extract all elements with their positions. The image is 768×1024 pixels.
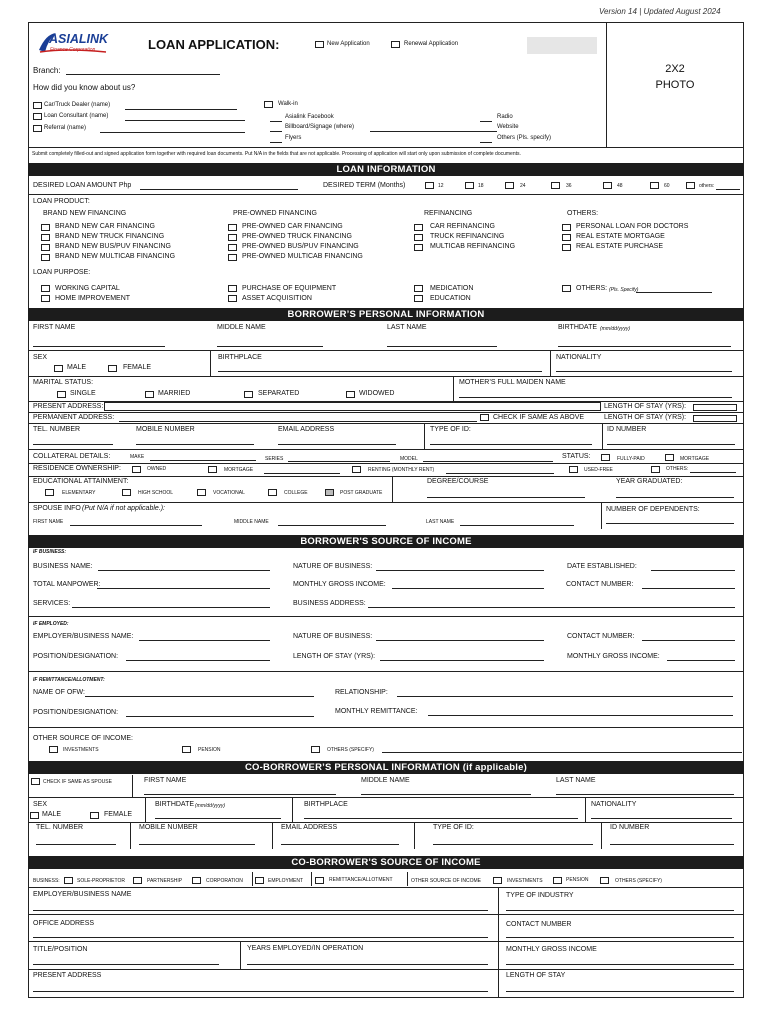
renewal-application-label: Renewal Application: [404, 41, 459, 47]
birthdate-field[interactable]: [558, 346, 731, 347]
cob-years-label: YEARS EMPLOYED/IN OPERATION: [247, 945, 364, 952]
purpose-others: OTHERS:: [576, 285, 608, 292]
source-billboard: Billboard/Signage (where): [285, 124, 355, 130]
female-label: FEMALE: [123, 364, 152, 371]
tel-field[interactable]: [33, 444, 113, 445]
permanent-address-label: PERMANENT ADDRESS:: [33, 414, 115, 421]
services-label: SERVICES:: [33, 600, 71, 607]
term-48-checkbox[interactable]: [603, 182, 612, 189]
income-others-label: OTHERS (SPECIFY): [327, 747, 374, 753]
term-60: 60: [664, 183, 670, 189]
photo-label: 2X2: [665, 63, 685, 75]
nature2-label: NATURE OF BUSINESS:: [293, 633, 373, 640]
term-48: 48: [617, 183, 623, 189]
middle-name-field[interactable]: [217, 346, 323, 347]
cob-industry-label: TYPE OF INDUSTRY: [506, 892, 574, 899]
cob-email-label: EMAIL ADDRESS: [281, 824, 338, 831]
date-est-label: DATE ESTABLISHED:: [567, 563, 637, 570]
degree-field[interactable]: [427, 497, 585, 498]
term-18: 18: [478, 183, 484, 189]
gross-label: MONTHLY GROSS INCOME:: [293, 581, 386, 588]
term-36: 36: [566, 183, 572, 189]
male-label: MALE: [67, 364, 87, 371]
college-label: COLLEGE: [284, 490, 308, 496]
purpose-others-specify: (Pls. Specify): [609, 287, 639, 293]
if-remittance-label: IF REMITTANCE/ALLOTMENT:: [33, 677, 105, 683]
cob-remit-label: REMITTANCE/ALLOTMENT: [329, 877, 393, 883]
los-present-label: LENGTH OF STAY (YRS):: [604, 403, 687, 410]
owned-label: OWNED: [147, 466, 167, 472]
submission-note: Submit completely filled-out and signed application form together with required loan documents. Put N/A in the fields that are not applicable. Processing of application will start only upon submission of complete documents.: [32, 151, 521, 157]
female-checkbox[interactable]: [108, 365, 117, 372]
middle-name-label: MIDDLE NAME: [217, 324, 266, 331]
series-label: SERIES: [265, 456, 284, 462]
fully-paid-label: FULLY-PAID: [617, 456, 645, 462]
office-use-box: [527, 37, 597, 54]
rf-car: CAR REFINANCING: [430, 223, 495, 230]
cob-female-label: FEMALE: [104, 811, 133, 818]
cob-last-label: LAST NAME: [556, 777, 596, 784]
bn-truck: BRAND NEW TRUCK FINANCING: [55, 233, 165, 240]
cob-employment-label: EMPLOYMENT: [268, 878, 304, 884]
bn-car: BRAND NEW CAR FINANCING: [55, 223, 155, 230]
term-24-checkbox[interactable]: [505, 182, 514, 189]
cob-office-label: OFFICE ADDRESS: [33, 920, 95, 927]
cob-idtype-label: TYPE OF ID:: [433, 824, 474, 831]
birthdate-format: (mm/dd/yyyy): [600, 326, 630, 332]
branch-label: Branch:: [33, 66, 61, 75]
borrower-info-header: BORROWER’S PERSONAL INFORMATION: [28, 308, 744, 321]
ot-doctors: PERSONAL LOAN FOR DOCTORS: [576, 223, 689, 230]
mobile-label: MOBILE NUMBER: [136, 426, 195, 433]
term-18-checkbox[interactable]: [465, 182, 474, 189]
pension-label: PENSION: [198, 747, 221, 753]
cob-pension-label: PENSION: [566, 877, 589, 883]
source-radio: Radio: [497, 114, 513, 120]
billboard-field[interactable]: [370, 131, 497, 132]
new-application-checkbox[interactable]: [315, 41, 324, 48]
id-type-label: TYPE OF ID:: [430, 426, 471, 433]
cob-sex-label: SEX: [33, 801, 48, 808]
position2-label: POSITION/DESIGNATION:: [33, 709, 119, 716]
cob-employer-label: EMPLOYER/BUSINESS NAME: [33, 891, 132, 898]
version-label: Version 14 | Updated August 2024: [599, 7, 721, 16]
referral-field[interactable]: [100, 132, 245, 133]
single-label: SINGLE: [70, 390, 96, 397]
res-mortgage-label: MORTGAGE: [224, 467, 254, 473]
year-graduated-field[interactable]: [616, 497, 734, 498]
year-graduated-label: YEAR GRADUATED:: [616, 478, 683, 485]
po-bus: PRE-OWNED BUS/PUV FINANCING: [242, 243, 359, 250]
cob-contact-label: CONTACT NUMBER: [506, 921, 572, 928]
cob-sole-label: SOLE-PROPRIETOR: [77, 878, 125, 884]
cob-bdate-fmt: (mm/dd/yyyy): [195, 803, 225, 809]
id-type-field[interactable]: [430, 444, 592, 445]
term-other-checkbox[interactable]: [686, 182, 695, 189]
nationality-field[interactable]: [556, 371, 732, 372]
cob-title-label: TITLE/POSITION: [33, 946, 88, 953]
birthplace-field[interactable]: [218, 371, 542, 372]
term-other: others:: [699, 183, 715, 189]
purpose-working-capital: WORKING CAPITAL: [55, 285, 120, 292]
make-label: MAKE: [130, 454, 145, 460]
source-website: Website: [497, 124, 519, 130]
first-name-label: FIRST NAME: [33, 324, 76, 331]
nature-label: NATURE OF BUSINESS:: [293, 563, 373, 570]
branch-field[interactable]: [66, 74, 220, 75]
dependents-label: NUMBER OF DEPENDENTS:: [606, 506, 700, 513]
spouse-label: SPOUSE INFO: [33, 505, 81, 512]
spouse-middle-label: MIDDLE NAME: [234, 519, 269, 525]
photo-label-2: PHOTO: [655, 79, 695, 91]
res-others-label: OTHERS:: [666, 466, 689, 472]
cob-middle-label: MIDDLE NAME: [361, 777, 410, 784]
income-los-label: LENGTH OF STAY (YRS):: [293, 653, 376, 660]
same-as-above-label: CHECK IF SAME AS ABOVE: [493, 414, 585, 421]
employer-label: EMPLOYER/BUSINESS NAME:: [33, 633, 134, 640]
bn-bus: BRAND NEW BUS/PUV FINANCING: [55, 243, 171, 250]
consultant-field[interactable]: [125, 120, 245, 121]
source-walkin: Walk-in: [278, 101, 298, 107]
hs-label: HIGH SCHOOL: [138, 490, 174, 496]
car-dealer-field[interactable]: [125, 109, 237, 110]
nationality-label: NATIONALITY: [556, 354, 602, 361]
cob-others-label: OTHERS (SPECIFY): [615, 878, 662, 884]
pre-owned-heading: PRE-OWNED FINANCING: [233, 210, 317, 217]
cob-nat-label: NATIONALITY: [591, 801, 637, 808]
ot-mortgage: REAL ESTATE MORTGAGE: [576, 233, 665, 240]
education-label: EDUCATIONAL ATTAINMENT:: [33, 478, 129, 485]
if-business-label: IF BUSINESS:: [33, 549, 67, 555]
page-title: LOAN APPLICATION:: [148, 37, 280, 52]
renewal-application-checkbox[interactable]: [391, 41, 400, 48]
residence-label: RESIDENCE OWNERSHIP:: [33, 465, 121, 472]
rf-truck: TRUCK REFINANCING: [430, 233, 505, 240]
separated-label: SEPARATED: [258, 390, 300, 397]
investments-label: INVESTMENTS: [63, 747, 99, 753]
source-flyers: Flyers: [285, 135, 302, 141]
spouse-note: (Put N/A if not applicable.):: [82, 505, 166, 512]
refinancing-heading: REFINANCING: [424, 210, 473, 217]
if-employed-label: IF EMPLOYED:: [33, 621, 69, 627]
cob-bplace-label: BIRTHPLACE: [304, 801, 348, 808]
model-label: MODEL: [400, 456, 418, 462]
same-as-spouse-label: CHECK IF SAME AS SPOUSE: [43, 779, 112, 785]
id-number-field[interactable]: [607, 444, 735, 445]
ot-purchase: REAL ESTATE PURCHASE: [576, 243, 664, 250]
cob-first-label: FIRST NAME: [144, 777, 187, 784]
asialink-logo: [36, 30, 118, 58]
used-free-label: USED-FREE: [584, 467, 613, 473]
permanent-address-field[interactable]: [119, 421, 477, 422]
pg-label: POST GRADUATE: [340, 490, 383, 496]
loan-info-header: LOAN INFORMATION: [28, 163, 744, 176]
cob-other-label: OTHER SOURCE OF INCOME: [411, 878, 482, 884]
manpower-label: TOTAL MANPOWER:: [33, 581, 101, 588]
widowed-label: WIDOWED: [359, 390, 395, 397]
sex-label: SEX: [33, 354, 48, 361]
source-consultant: Loan Consultant (name): [44, 113, 109, 119]
other-income-label: OTHER SOURCE OF INCOME:: [33, 735, 133, 742]
contact-label: CONTACT NUMBER:: [566, 581, 634, 588]
present-address-field[interactable]: [104, 402, 601, 411]
cob-mobile-label: MOBILE NUMBER: [139, 824, 198, 831]
ofw-label: NAME OF OFW:: [33, 689, 85, 696]
voc-label: VOCATIONAL: [213, 490, 245, 496]
collateral-status-label: STATUS:: [562, 453, 591, 460]
source-car-dealer: Car/Truck Dealer (name): [44, 102, 111, 108]
mobile-field[interactable]: [136, 444, 254, 445]
marital-label: MARITAL STATUS:: [33, 379, 94, 386]
rf-multicab: MULTICAB REFINANCING: [430, 243, 516, 250]
cob-los-label: LENGTH OF STAY: [506, 972, 566, 979]
source-others: Others (Pls. specify): [497, 135, 552, 141]
relationship-label: RELATIONSHIP:: [335, 689, 388, 696]
married-label: MARRIED: [158, 390, 191, 397]
cob-gross-label: MONTHLY GROSS INCOME: [506, 946, 597, 953]
tel-label: TEL. NUMBER: [33, 426, 81, 433]
same-as-above-checkbox[interactable]: [480, 414, 489, 421]
degree-label: DEGREE/COURSE: [427, 478, 489, 485]
remittance-label: MONTHLY REMITTANCE:: [335, 708, 418, 715]
income-header: BORROWER'S SOURCE OF INCOME: [28, 535, 744, 548]
others-heading: OTHERS:: [567, 210, 599, 217]
last-name-label: LAST NAME: [387, 324, 427, 331]
purpose-home: HOME IMPROVEMENT: [55, 295, 131, 302]
how-label: How did you know about us?: [33, 83, 136, 92]
brand-new-heading: BRAND NEW FINANCING: [43, 210, 127, 217]
new-application-label: New Application: [327, 41, 370, 47]
term-24: 24: [520, 183, 526, 189]
last-name-field[interactable]: [387, 346, 497, 347]
term-36-checkbox[interactable]: [551, 182, 560, 189]
logo-text: ASIALINK: [49, 32, 109, 46]
term-60-checkbox[interactable]: [650, 182, 659, 189]
birthplace-label: BIRTHPLACE: [218, 354, 262, 361]
cob-male-label: MALE: [42, 811, 62, 818]
elem-label: ELEMENTARY: [62, 490, 96, 496]
id-number-label: ID NUMBER: [607, 426, 647, 433]
loan-product-label: LOAN PRODUCT:: [33, 198, 90, 205]
bn-multicab: BRAND NEW MULTICAB FINANCING: [55, 253, 176, 260]
cob-income-header: CO-BORROWER'S SOURCE OF INCOME: [28, 856, 744, 869]
spouse-first-label: FIRST NAME: [33, 519, 64, 525]
cob-idnum-label: ID NUMBER: [610, 824, 650, 831]
coborrower-header: CO-BORROWER’S PERSONAL INFORMATION (if applicable): [28, 761, 744, 774]
email-label: EMAIL ADDRESS: [278, 426, 335, 433]
purpose-asset: ASSET ACQUISITION: [242, 295, 312, 302]
loan-term-label: DESIRED TERM (Months): [323, 182, 406, 189]
spouse-last-label: LAST NAME: [426, 519, 455, 525]
purpose-medication: MEDICATION: [430, 285, 474, 292]
cob-tel-label: TEL. NUMBER: [36, 824, 84, 831]
collateral-label: COLLATERAL DETAILS:: [33, 453, 111, 460]
po-truck: PRE-OWNED TRUCK FINANCING: [242, 233, 352, 240]
first-name-field[interactable]: [33, 346, 165, 347]
los-permanent-label: LENGTH OF STAY (YRS):: [604, 414, 687, 421]
purpose-equipment: PURCHASE OF EQUIPMENT: [242, 285, 337, 292]
dependents-field[interactable]: [606, 523, 734, 524]
renting-label: RENTING (MONTHLY RENT): [368, 467, 435, 473]
bizaddr-label: BUSINESS ADDRESS:: [293, 600, 366, 607]
same-as-spouse-checkbox[interactable]: [31, 778, 40, 785]
position-label: POSITION/DESIGNATION:: [33, 653, 119, 660]
email-field[interactable]: [278, 444, 396, 445]
maiden-label: MOTHER’S FULL MAIDEN NAME: [459, 379, 566, 386]
term-12-checkbox[interactable]: [425, 182, 434, 189]
loan-amount-field[interactable]: [140, 189, 298, 190]
cob-inv-label: INVESTMENTS: [507, 878, 543, 884]
maiden-field[interactable]: [459, 397, 732, 398]
po-car: PRE-OWNED CAR FINANCING: [242, 223, 343, 230]
present-address-label: PRESENT ADDRESS:: [33, 403, 104, 410]
cob-corp-label: CORPORATION: [206, 878, 243, 884]
male-checkbox[interactable]: [54, 365, 63, 372]
logo-sub: Finance Corporation: [50, 47, 96, 53]
contact2-label: CONTACT NUMBER:: [567, 633, 635, 640]
purpose-education: EDUCATION: [430, 295, 471, 302]
biz-name-label: BUSINESS NAME:: [33, 563, 93, 570]
birthdate-label: BIRTHDATE: [558, 324, 598, 331]
source-referral: Referral (name): [44, 125, 87, 131]
loan-purpose-label: LOAN PURPOSE:: [33, 269, 91, 276]
cob-bdate-label: BIRTHDATE: [155, 801, 195, 808]
loan-amount-label: DESIRED LOAN AMOUNT Php: [33, 182, 132, 189]
source-facebook: Asialink Facebook: [285, 114, 334, 120]
mortgage-label: MORTGAGE: [680, 456, 710, 462]
cob-business-label: BUSINESS:: [33, 878, 60, 884]
cob-present-label: PRESENT ADDRESS: [33, 972, 102, 979]
po-multicab: PRE-OWNED MULTICAB FINANCING: [242, 253, 363, 260]
term-12: 12: [438, 183, 444, 189]
cob-partner-label: PARTNERSHIP: [147, 878, 183, 884]
gross2-label: MONTHLY GROSS INCOME:: [567, 653, 660, 660]
